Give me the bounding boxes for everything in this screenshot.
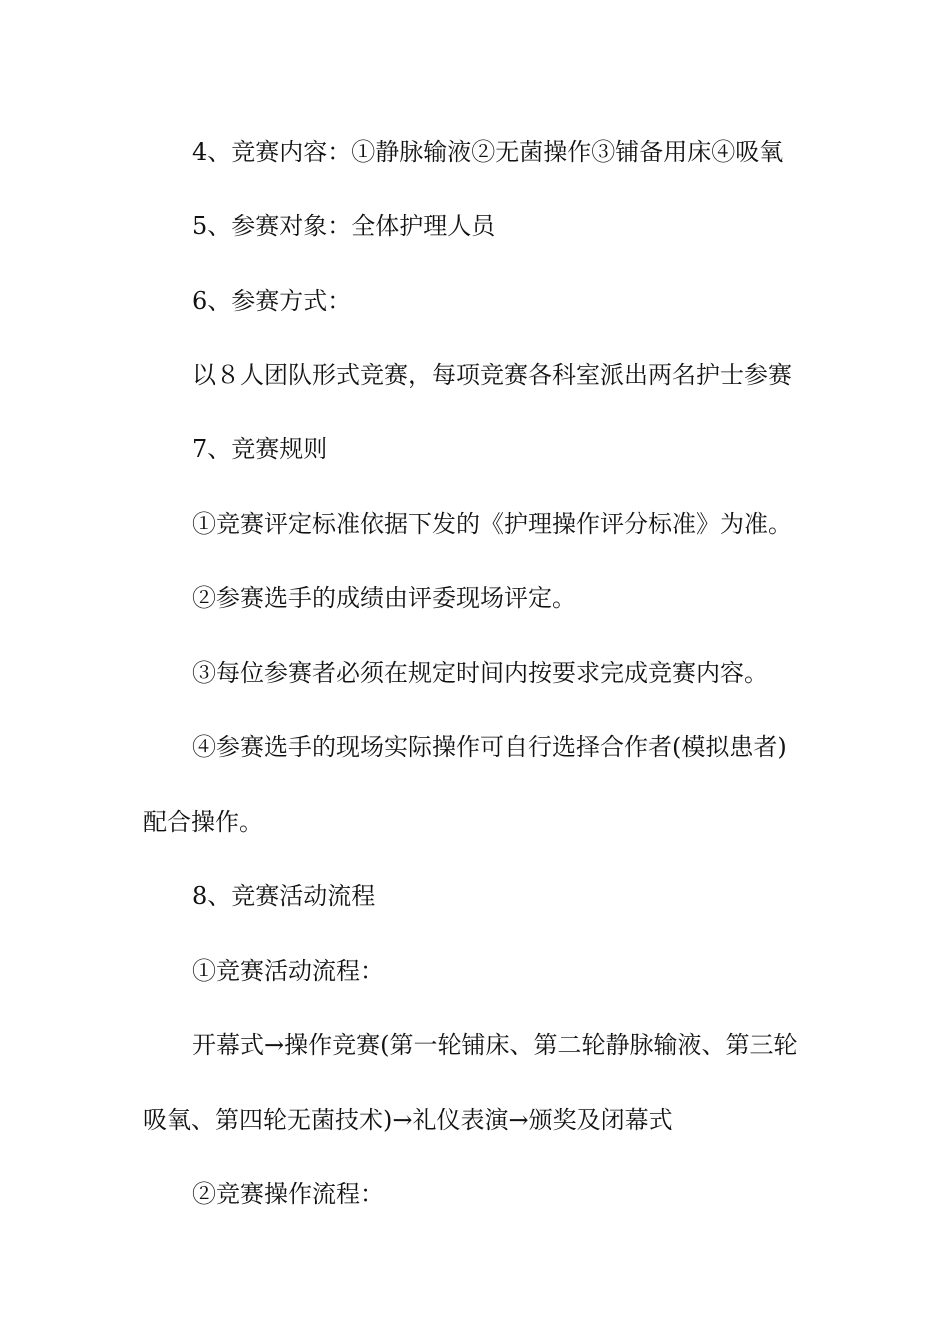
paragraph-rule-3: ③每位参赛者必须在规定时间内按要求完成竞赛内容。	[192, 659, 768, 687]
paragraph-participation-method: 6、参赛方式：	[192, 287, 352, 315]
paragraph-competition-rules: 7、竞赛规则	[192, 435, 328, 463]
paragraph-rule-4-line-2: 配合操作。	[143, 808, 263, 836]
paragraph-competition-content: 4、竞赛内容：①静脉输液②无菌操作③铺备用床④吸氧	[192, 138, 784, 166]
paragraph-flow-line-2: 吸氧、第四轮无菌技术)→礼仪表演→颁奖及闭幕式	[143, 1106, 673, 1134]
paragraph-operation-flow-heading: ②竞赛操作流程：	[192, 1180, 384, 1208]
paragraph-activity-flow: 8、竞赛活动流程	[192, 882, 376, 910]
paragraph-rule-4-line-1: ④参赛选手的现场实际操作可自行选择合作者(模拟患者)	[192, 733, 787, 761]
paragraph-activity-flow-heading: ①竞赛活动流程：	[192, 957, 384, 985]
paragraph-participants: 5、参赛对象：全体护理人员	[192, 212, 496, 240]
paragraph-rule-1: ①竞赛评定标准依据下发的《护理操作评分标准》为准。	[192, 510, 792, 538]
paragraph-team-format: 以８人团队形式竞赛，每项竞赛各科室派出两名护士参赛	[192, 361, 792, 389]
paragraph-flow-line-1: 开幕式→操作竞赛(第一轮铺床、第二轮静脉输液、第三轮	[192, 1031, 798, 1059]
paragraph-rule-2: ②参赛选手的成绩由评委现场评定。	[192, 584, 576, 612]
